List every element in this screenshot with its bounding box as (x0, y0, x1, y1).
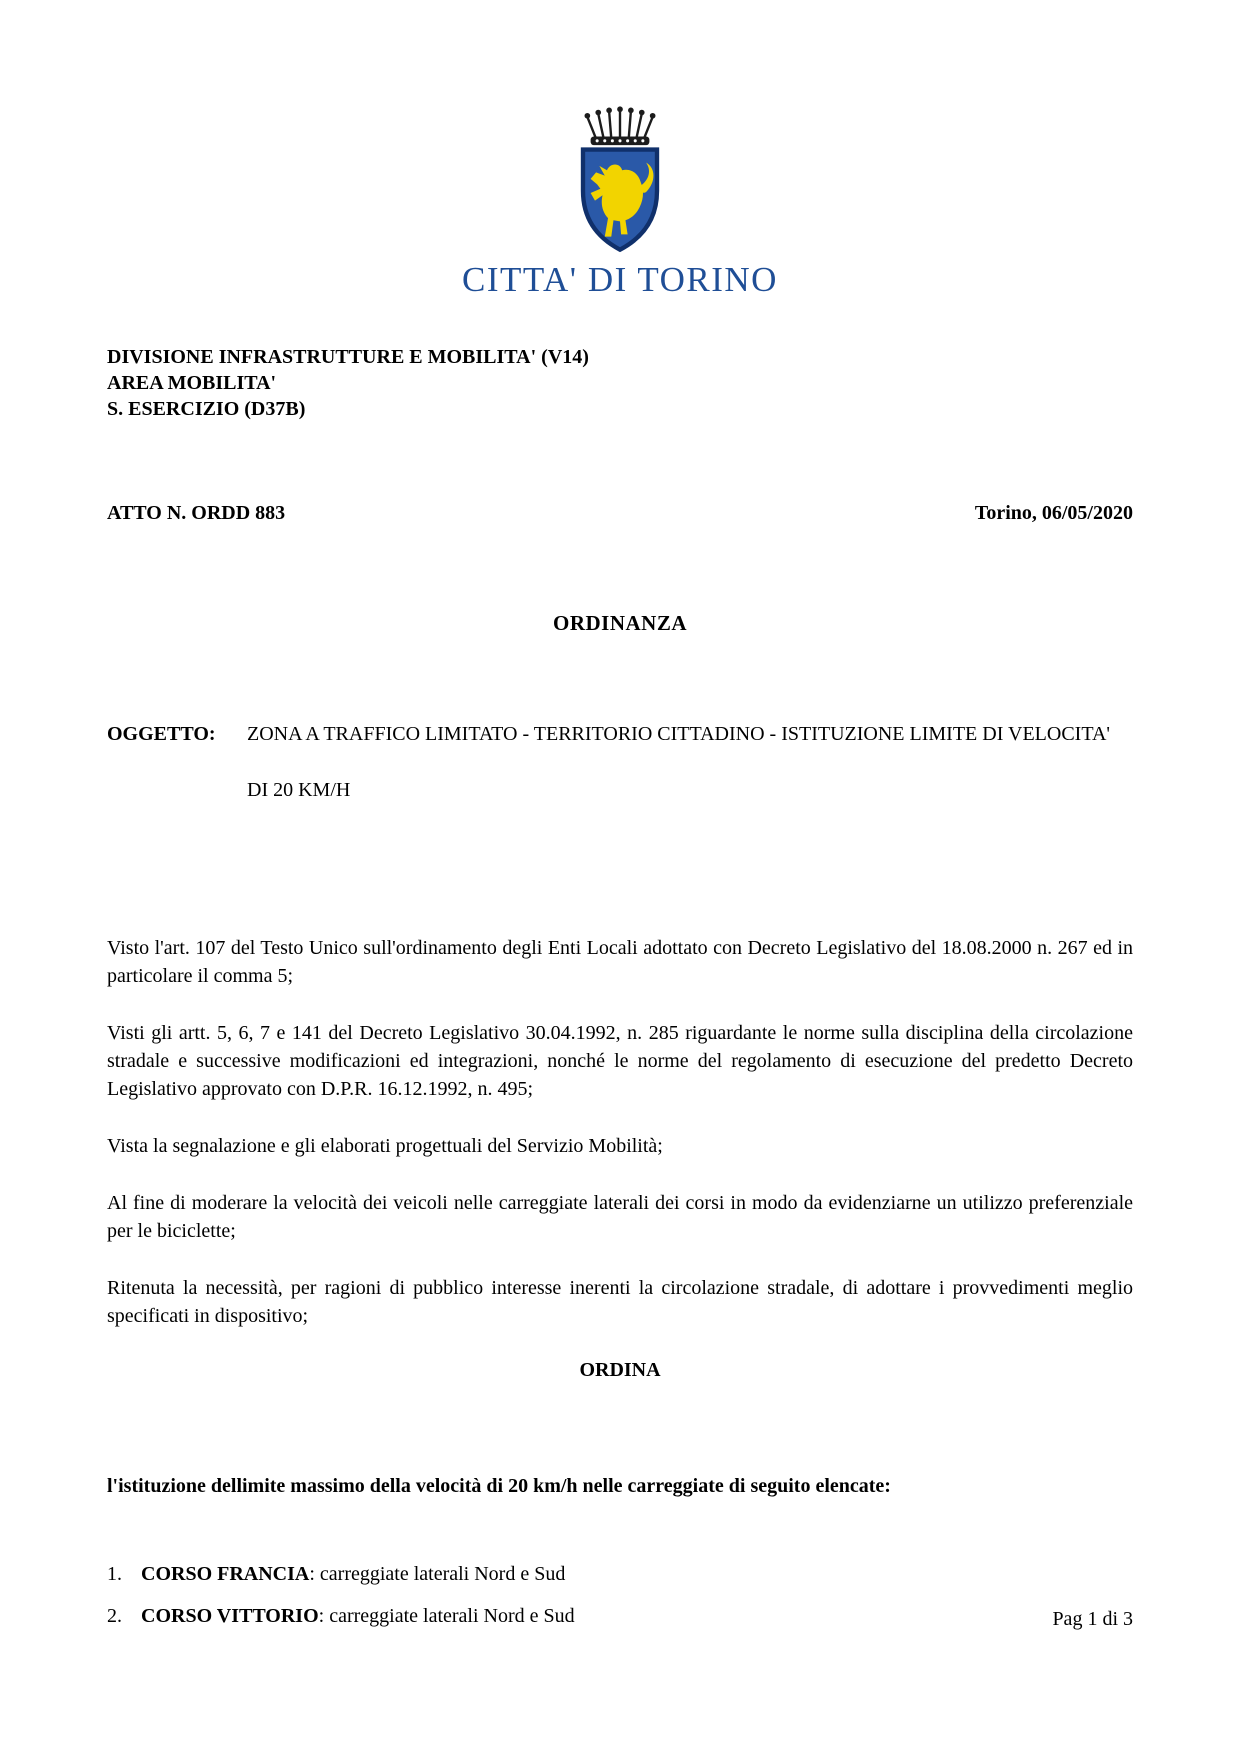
paragraph-vista-segnalazione: Vista la segnalazione e gli elaborati progettuali del Servizio Mobilità; (107, 1135, 663, 1157)
list-item-number: 1. (107, 1563, 122, 1585)
paragraph-al-fine: Al fine di moderare la velocità dei veicoli nelle carreggiate laterali dei corsi in modo da evidenziarne un utilizzo preferenziale per le biciclette; (107, 1192, 1133, 1242)
city-logo (107, 106, 1133, 300)
street-name: CORSO VITTORIO (141, 1605, 319, 1627)
page-content (0, 106, 1240, 1630)
body-paragraphs (107, 934, 1133, 1330)
list-item (107, 1602, 1133, 1630)
act-number: ATTO N. ORDD 883 (107, 502, 286, 524)
paragraph-ritenuta: Ritenuta la necessità, per ragioni di pubblico interesse inerenti la circolazione stradale, di adottare i provvedimenti meglio specificati in dispositivo; (107, 1277, 1133, 1327)
area-line: AREA MOBILITA' (107, 372, 277, 394)
subject-text: ZONA A TRAFFICO LIMITATO - TERRITORIO CITTADINO - ISTITUZIONE LIMITE DI VELOCITA' DI 20 KM/H (247, 723, 1110, 801)
order-heading: ORDINA (579, 1359, 661, 1381)
service-line: S. ESERCIZIO (D37B) (107, 398, 306, 420)
crown-icon (585, 106, 656, 145)
page-number: Pag 1 di 3 (1052, 1608, 1133, 1630)
list-item-text (141, 1560, 565, 1588)
list-item-text (141, 1602, 575, 1630)
department-block (107, 344, 1133, 422)
street-detail: : carreggiate laterali Nord e Sud (309, 1563, 566, 1585)
order-intro: l'istituzione dellimite massimo della velocità di 20 km/h nelle carreggiate di seguito elencate: (107, 1475, 891, 1497)
paragraph-visti-artt: Visti gli artt. 5, 6, 7 e 141 del Decreto Legislativo 30.04.1992, n. 285 riguardante le norme sulla disciplina della circolazione stradale e successive modificazioni ed integrazioni, nonché le norme del regolamento di esecuzione del predetto Decreto Legislativo approvato con D.P.R. 16.12.1992, n. 495; (107, 1022, 1133, 1100)
city-wordmark: CITTA' DI TORINO (462, 260, 778, 299)
street-name: CORSO FRANCIA (141, 1563, 310, 1585)
document-type-heading: ORDINANZA (552, 611, 687, 635)
torino-coat-of-arms-icon (554, 106, 686, 254)
act-place-date: Torino, 06/05/2020 (974, 502, 1133, 524)
street-detail: : carreggiate laterali Nord e Sud (318, 1605, 575, 1627)
act-row (107, 502, 1133, 525)
subject-row (107, 706, 1133, 818)
list-item-number: 2. (107, 1605, 122, 1627)
shield-icon (583, 150, 657, 250)
subject-label: OGGETTO: (107, 723, 216, 745)
list-item (107, 1560, 1133, 1588)
division-line: DIVISIONE INFRASTRUTTURE E MOBILITA' (V14) (107, 346, 589, 368)
order-list (107, 1560, 1133, 1630)
paragraph-visto-art107: Visto l'art. 107 del Testo Unico sull'ordinamento degli Enti Locali adottato con Decreto Legislativo del 18.08.2000 n. 267 ed in particolare il comma 5; (107, 937, 1133, 987)
